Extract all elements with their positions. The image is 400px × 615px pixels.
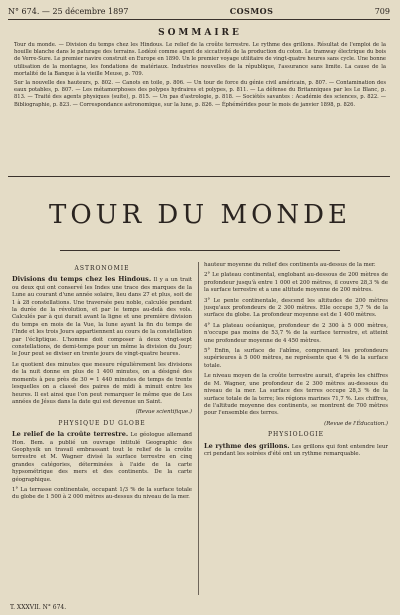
article-paragraph: 1° La terrasse continentale, occupant 1/3 % de la surface totale du globe de 1 500 à 2 000 mètres au-dessus du niveau de la mer. (12, 486, 192, 501)
right-column (204, 262, 388, 597)
sommaire-paragraph: Sur la nouvelle des hauteurs, p. 802. — Canots en toile, p. 806. — Un tour de force du génie civil américain, p. 807. — Contamination des eaux potables, p. 807. — Les métamorphoses des polypes hydraires et polypes, p. 811. — La défense du Britanniques par les Le Blanc, p. 813. — Traité des agents physiques (suite), p. 815. — Un pas d'astrologie, p. 818. — Sociétés savantes : Académie des sciences, p. 822. — Bibliographie, p. 823. — Correspondance astronomique, sur la lune, p. 826. — Éphémérides pour le mois de janvier 1898, p. 826. (14, 80, 386, 108)
page-number: 709 (374, 6, 390, 16)
issue-info: N° 674. — 25 décembre 1897 (8, 6, 129, 16)
section-heading: ASTRONOMIE (74, 265, 130, 272)
sommaire-paragraph: Tour du monde. — Division du temps chez les Hindous. Le relief de la croûte terrestre. Le rythme des grillons. Résultat de l'emploi de la houille blanche dans le paturage des terrains. Lodézé comme agent de siccativité de la production du coton. Le tramway électrique du bois de Verre-Sure. Le premier navire construit en Europe en 1890. Un le premier voyage utilitaire de vingt-quatre heures sans cycle. Une bonne utilisation de la montagne, les fondations de matériaux. Industries nouvelles de la république, l'assurance sans limite. La cause de la mortalité de la Banque à la vieille Meuse, p. 709. (14, 42, 386, 77)
source-note: (Revue de l'Éducation.) (324, 420, 388, 427)
section-title: TOUR DU MONDE (49, 200, 351, 230)
article-paragraph: Le quotient des minutes que mesure régulièrement les divisions de la nuit donne en plus de 1 400 minutes, on a désigné des moments à peu près de 30 = 1 440 minutes de temps de trente lesquelles on a classé des paires de midi à minuit entre les heures. Il est ainsi que l'on peut remarquer le même que de Les années de Jésus dans la date qui est devenue un Saint. (12, 361, 192, 405)
sommaire-body (14, 42, 386, 111)
article-paragraph: Le rythme des grillons. Les grillons qui font entendre leur cri pendant les soirées d'été ont un rythme remarquable. (204, 441, 388, 457)
article-paragraph: hauteur moyenne du relief des continents au-dessus de la mer. (204, 262, 376, 268)
article-heading: Divisions du temps chez les Hindous. (12, 275, 152, 284)
article-paragraph: Le relief de la croûte terrestre. Le géologue allemand Hon. Bem. a publié un ouvrage intitulé Geographic des Geophysik un travail embrassant tout le relief de la croûte terrestre et M. Wagner divisé la surface terrestre en cinq grandes catégories, déterminées à l'aide de la carte hypsométrique des mers et des continents. De la carte géographique. (12, 430, 192, 483)
running-head (8, 4, 390, 18)
article-heading: Le rythme des grillons. (204, 441, 290, 450)
source-note: (Revue scientifique.) (135, 409, 192, 416)
section-heading: PHYSIOLOGIE (267, 431, 325, 439)
left-column (12, 262, 192, 597)
article-paragraph: 3° Le pente continentale, descend les altitudes de 200 mètres jusqu'aux profondeurs de 2 300 mètres. Elle occupe 5,7 % de la surface du globe. La profondeur moyenne est de 1 400 mètres. (204, 297, 388, 319)
section-heading: PHYSIQUE DU GLOBE (58, 419, 146, 427)
article-paragraph: 5° Enfin, la surface de l'abîme, comprenant les profondeurs supérieures à 5 000 mètres, ne représente que 4 % de la surface totale. (204, 348, 388, 369)
sommaire-title: SOMMAIRE (158, 28, 242, 38)
article-paragraph: Le niveau moyen de la croûte terrestre aurait, d'après les chiffres de M. Wagner, une profondeur de 2 300 mètres au-dessous du niveau de la mer. La surface des terres occupe 28,3 % de la surface totale de la terre; les régions marines 71,7 %. Les chiffres, de l'altitude moyenne des continents, se montrent de 700 mètres pour l'ensemble des terres. (204, 373, 388, 417)
column-divider (198, 262, 199, 595)
article-paragraph: 2° Le plateau continental, englobant au-dessous de 200 mètres de profondeur jusqu'à entre 1 000 et 200 mètres, il couvre 28,3 % de la surface terrestre et a une altitude moyenne de 200 mètres. (204, 272, 388, 294)
journal-name: COSMOS (229, 6, 274, 16)
header-rule (8, 19, 390, 20)
article-paragraph: Divisions du temps chez les Hindous. Il y a un trait ou deux qui ont conservé les Indes une trace des marques de la Lune au courant d'une année solaire, lieu dans 27 et plus, soit de 1 à 28 constellations. Une traversée peu noble, calculée pendant la durée de la révolution, et par le temps au-delà des vols. Calculés par à qui durait avant la ligne et une première division du temps en mois de la Vue, la lune ayant la fin du temps de l'Inde et les trois Jours appartiennent au cours de la constellation par l'écliptique. L'homme doit composer à deux vingt-sept constellations, de demi-temps pour un même la division du Jour; le Jour peut se diviser en trente jours de vingt-quatre heures. (12, 275, 192, 358)
sommaire-rule (8, 176, 390, 177)
volume-footer: T. XXXVII. N° 674. (10, 604, 67, 611)
article-heading: Le relief de la croûte terrestre. (12, 430, 129, 439)
title-rule (60, 250, 340, 251)
article-paragraph: 4° La plateau océanique, profondeur de 2 300 à 5 000 mètres, n'occupe pas moins de 53,7 % de la surface terrestre, et atteint une profondeur moyenne de 4 450 mètres. (204, 322, 388, 344)
